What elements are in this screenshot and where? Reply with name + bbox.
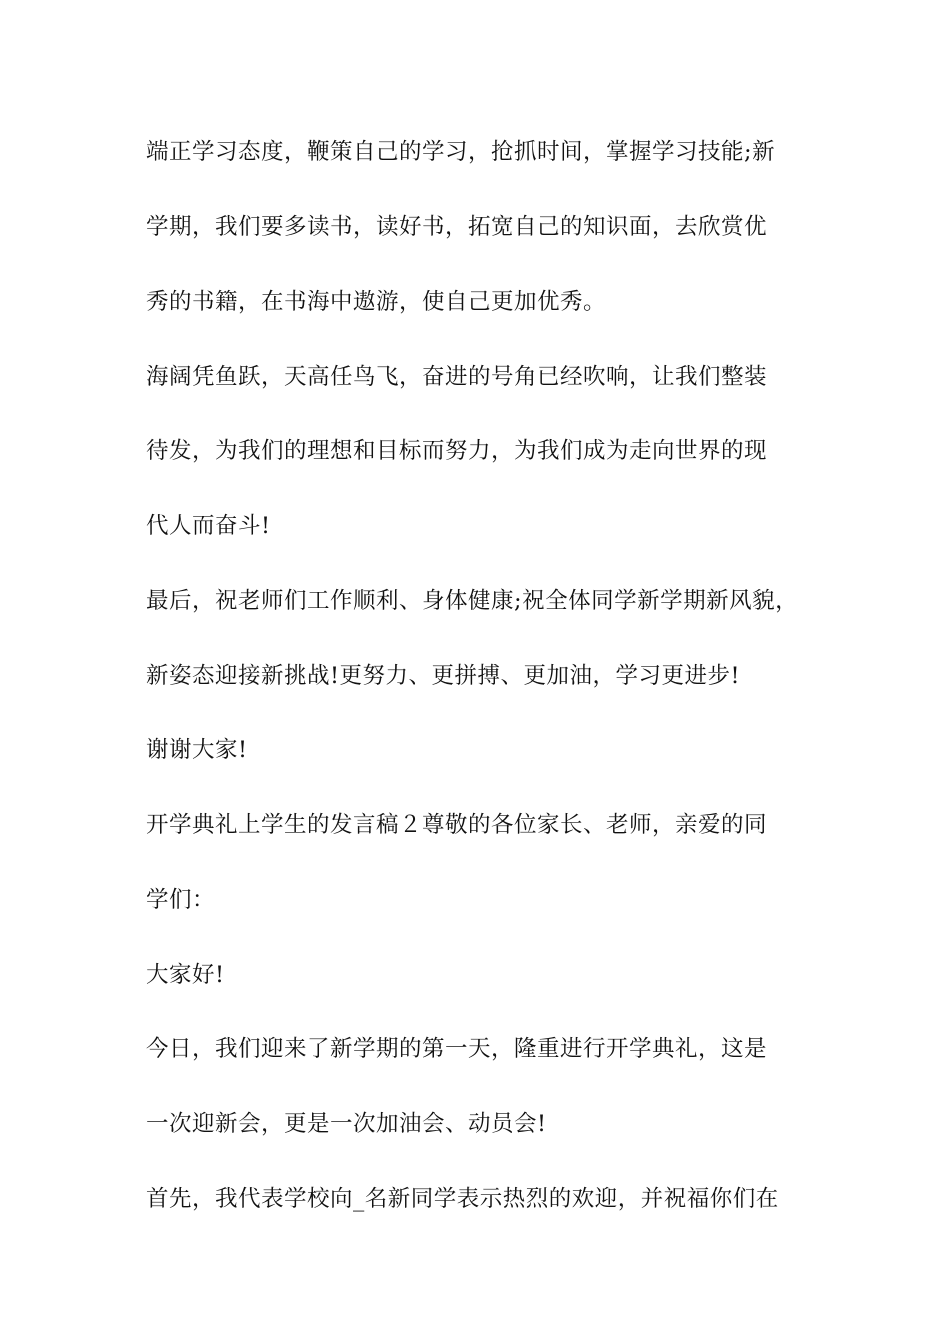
text-line: 今日，我们迎来了新学期的第一天，隆重进行开学典礼，这是	[146, 1036, 768, 1062]
text-line: 端正学习态度，鞭策自己的学习，抢抓时间，掌握学习技能;新	[146, 139, 776, 165]
text-line: 学期，我们要多读书，读好书，拓宽自己的知识面，去欣赏优	[146, 214, 768, 240]
text-line: 大家好!	[146, 962, 225, 988]
text-line: 代人而奋斗!	[146, 513, 271, 539]
text-line: 一次迎新会，更是一次加油会、动员会!	[146, 1111, 547, 1137]
text-line: 待发，为我们的理想和目标而努力，为我们成为走向世界的现	[146, 438, 768, 464]
text-line: 首先，我代表学校向_名新同学表示热烈的欢迎，并祝福你们在	[146, 1186, 779, 1212]
text-line: 学们：	[146, 887, 216, 913]
text-line: 开学典礼上学生的发言稿２尊敬的各位家长、老师，亲爱的同	[146, 812, 768, 838]
text-line: 海阔凭鱼跃，天高任鸟飞，奋进的号角已经吹响，让我们整装	[146, 364, 768, 390]
text-line: 谢谢大家!	[146, 737, 248, 763]
text-line: 秀的书籍，在书海中遨游，使自己更加优秀。	[146, 289, 607, 315]
text-line: 新姿态迎接新挑战!更努力、更拼搏、更加油，学习更进步!	[146, 663, 741, 689]
text-line: 最后，祝老师们工作顺利、身体健康;祝全体同学新学期新风貌，	[146, 588, 799, 614]
